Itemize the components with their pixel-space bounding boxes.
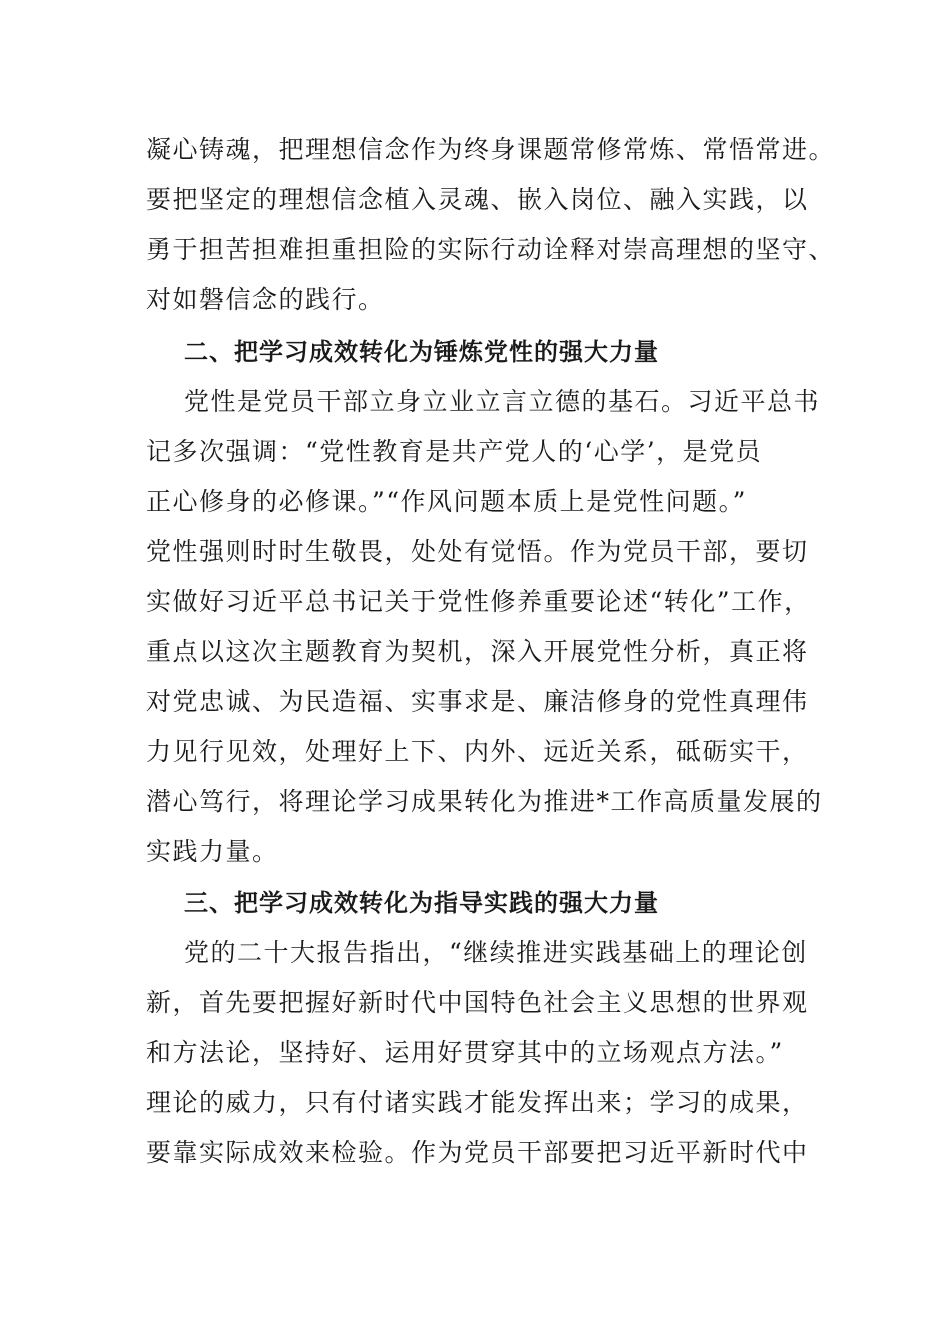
- paragraph-3-line-2: 新，首先要把握好新时代中国特色社会主义思想的世界观: [146, 988, 809, 1017]
- paragraph-3-line-4: 理论的威力，只有付诸实践才能发挥出来；学习的成果，: [146, 1088, 809, 1117]
- paragraph-2-line-8: 力见行见效，处理好上下、内外、远近关系，砥砺实干，: [146, 737, 809, 766]
- paragraph-1-line-4: 对如磐信念的践行。: [146, 285, 385, 314]
- paragraph-1-line-2: 要把坚定的理想信念植入灵魂、嵌入岗位、融入实践，以: [146, 185, 809, 214]
- paragraph-1-line-1: 凝心铸魂，把理想信念作为终身课题常修常炼、常悟常进。: [146, 135, 836, 164]
- section-heading-2: 二、把学习成效转化为锤炼党性的强大力量: [184, 338, 659, 366]
- paragraph-2-line-10: 实践力量。: [146, 837, 279, 866]
- paragraph-2-line-3: 正心修身的必修课。”“作风问题本质上是党性问题。”: [146, 487, 747, 516]
- paragraph-3-line-3: 和方法论，坚持好、运用好贯穿其中的立场观点方法。”: [146, 1038, 784, 1067]
- paragraph-2-line-7: 对党忠诚、为民造福、实事求是、廉洁修身的党性真理伟: [146, 687, 809, 716]
- paragraph-2-line-1: 党性是党员干部立身立业立言立德的基石。习近平总书: [184, 387, 821, 416]
- paragraph-2-line-9: 潜心笃行，将理论学习成果转化为推进*工作高质量发展的: [146, 787, 823, 816]
- paragraph-2-line-6: 重点以这次主题教育为契机，深入开展党性分析，真正将: [146, 637, 809, 666]
- paragraph-2-line-5: 实做好习近平总书记关于党性修养重要论述“转化”工作，: [146, 587, 811, 616]
- paragraph-2-line-2: 记多次强调：“党性教育是共产党人的‘心学’，是党员: [146, 437, 763, 466]
- paragraph-3-line-5: 要靠实际成效来检验。作为党员干部要把习近平新时代中: [146, 1138, 809, 1167]
- section-heading-3: 三、把学习成效转化为指导实践的强大力量: [184, 889, 659, 917]
- paragraph-3-line-1: 党的二十大报告指出，“继续推进实践基础上的理论创: [184, 938, 808, 967]
- paragraph-2-line-4: 党性强则时时生敬畏，处处有觉悟。作为党员干部，要切: [146, 537, 809, 566]
- paragraph-1-line-3: 勇于担苦担难担重担险的实际行动诠释对崇高理想的坚守、: [146, 235, 836, 264]
